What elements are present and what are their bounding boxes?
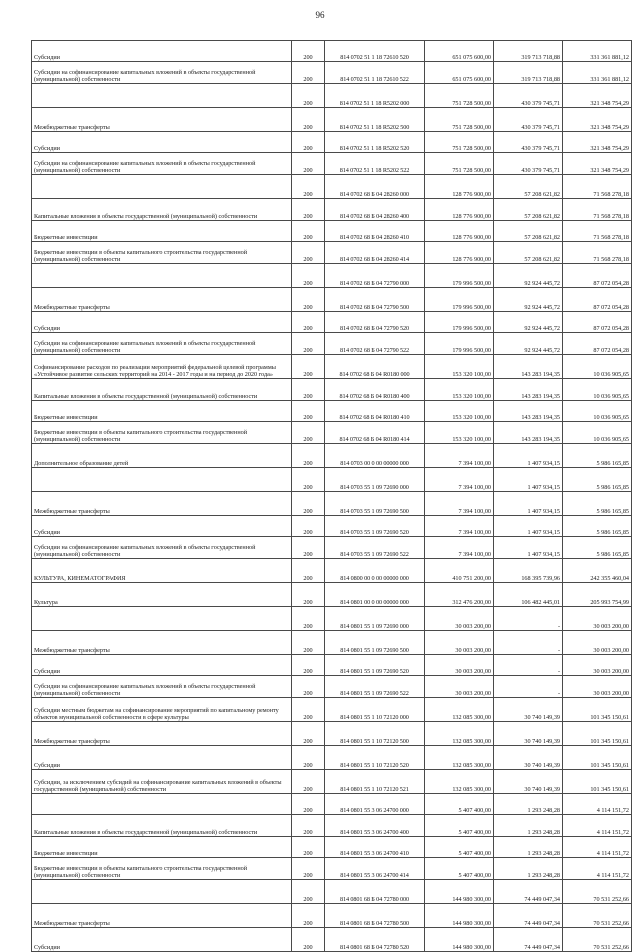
row-approved-amount-cell: 751 728 500,00 — [425, 132, 494, 153]
row-classification-code-cell: 814 0801 55 1 10 72120 500 — [325, 722, 425, 746]
row-classification-code-cell: 814 0702 68 Б 04 R0180 414 — [325, 422, 425, 444]
row-approved-amount-cell: 153 320 100,00 — [425, 355, 494, 379]
row-approved-amount-cell: 7 394 100,00 — [425, 468, 494, 492]
row-unexecuted-amount-cell: 331 361 881,12 — [563, 41, 632, 62]
table-row — [32, 221, 632, 242]
row-approved-amount-cell: 132 085 300,00 — [425, 770, 494, 794]
row-unexecuted-amount-cell: 5 986 165,85 — [563, 492, 632, 516]
row-name-cell: Субсидии на софинансирование капитальных вложений в объекты государственной (муниципальной) собственности — [32, 676, 292, 698]
row-classification-code-cell: 814 0801 55 3 06 24700 400 — [325, 815, 425, 837]
row-approved-amount-cell: 153 320 100,00 — [425, 401, 494, 422]
row-unexecuted-amount-cell: 71 568 278,18 — [563, 242, 632, 264]
row-code-cell: 200 — [292, 221, 325, 242]
row-executed-amount-cell: 143 283 194,35 — [494, 379, 563, 401]
row-approved-amount-cell: 30 003 200,00 — [425, 676, 494, 698]
row-unexecuted-amount-cell: 87 072 054,28 — [563, 264, 632, 288]
table-row — [32, 858, 632, 880]
row-code-cell: 200 — [292, 84, 325, 108]
row-unexecuted-amount-cell: 30 003 200,00 — [563, 676, 632, 698]
row-approved-amount-cell: 128 776 900,00 — [425, 199, 494, 221]
row-classification-code-cell: 814 0702 68 Б 04 72790 500 — [325, 288, 425, 312]
row-classification-code-cell: 814 0801 68 Б 04 72780 000 — [325, 880, 425, 904]
row-name-cell: Капитальные вложения в объекты государственной (муниципальной) собственности — [32, 815, 292, 837]
row-executed-amount-cell: 30 740 149,39 — [494, 770, 563, 794]
row-name-cell: Субсидии на софинансирование капитальных вложений в объекты государственной (муниципальной) собственности — [32, 537, 292, 559]
row-code-cell: 200 — [292, 132, 325, 153]
row-executed-amount-cell: - — [494, 607, 563, 631]
row-classification-code-cell: 814 0801 55 1 10 72120 520 — [325, 746, 425, 770]
row-executed-amount-cell: 143 283 194,35 — [494, 422, 563, 444]
row-classification-code-cell: 814 0702 68 Б 04 28260 410 — [325, 221, 425, 242]
row-unexecuted-amount-cell: 5 986 165,85 — [563, 468, 632, 492]
row-classification-code-cell: 814 0703 00 0 00 00000 000 — [325, 444, 425, 468]
row-code-cell: 200 — [292, 559, 325, 583]
table-row — [32, 770, 632, 794]
row-code-cell: 200 — [292, 444, 325, 468]
row-code-cell: 200 — [292, 153, 325, 175]
table-row — [32, 722, 632, 746]
table-row — [32, 264, 632, 288]
row-approved-amount-cell: 7 394 100,00 — [425, 444, 494, 468]
row-unexecuted-amount-cell: 70 531 252,66 — [563, 928, 632, 952]
row-unexecuted-amount-cell: 71 568 278,18 — [563, 221, 632, 242]
table-row — [32, 84, 632, 108]
row-code-cell: 200 — [292, 880, 325, 904]
row-executed-amount-cell: 319 713 718,88 — [494, 62, 563, 84]
row-name-cell: Межбюджетные трансферты — [32, 288, 292, 312]
row-name-cell — [32, 84, 292, 108]
table-row — [32, 422, 632, 444]
table-body — [32, 41, 632, 952]
row-unexecuted-amount-cell: 101 345 150,61 — [563, 770, 632, 794]
row-classification-code-cell: 814 0801 55 3 06 24700 414 — [325, 858, 425, 880]
row-classification-code-cell: 814 0801 55 1 10 72120 000 — [325, 698, 425, 722]
row-code-cell: 200 — [292, 199, 325, 221]
row-unexecuted-amount-cell: 4 114 151,72 — [563, 837, 632, 858]
row-executed-amount-cell: 430 379 745,71 — [494, 153, 563, 175]
row-executed-amount-cell: 106 482 445,01 — [494, 583, 563, 607]
row-classification-code-cell: 814 0703 55 1 09 72690 520 — [325, 516, 425, 537]
row-name-cell: Межбюджетные трансферты — [32, 492, 292, 516]
table-row — [32, 559, 632, 583]
row-approved-amount-cell: 144 980 300,00 — [425, 928, 494, 952]
row-name-cell: Бюджетные инвестиции — [32, 401, 292, 422]
row-code-cell: 200 — [292, 468, 325, 492]
table-row — [32, 537, 632, 559]
row-executed-amount-cell: 92 924 445,72 — [494, 333, 563, 355]
row-unexecuted-amount-cell: 87 072 054,28 — [563, 333, 632, 355]
row-classification-code-cell: 814 0702 51 1 18 R5202 522 — [325, 153, 425, 175]
row-name-cell: Дополнительное образование детей — [32, 444, 292, 468]
row-unexecuted-amount-cell: 71 568 278,18 — [563, 175, 632, 199]
row-name-cell: Капитальные вложения в объекты государственной (муниципальной) собственности — [32, 379, 292, 401]
table-row — [32, 815, 632, 837]
budget-table-container — [31, 40, 629, 952]
row-name-cell: Субсидии на софинансирование капитальных вложений в объекты государственной (муниципальной) собственности — [32, 153, 292, 175]
row-code-cell: 200 — [292, 264, 325, 288]
row-code-cell: 200 — [292, 722, 325, 746]
row-executed-amount-cell: 1 407 934,15 — [494, 468, 563, 492]
row-code-cell: 200 — [292, 676, 325, 698]
row-approved-amount-cell: 7 394 100,00 — [425, 516, 494, 537]
row-classification-code-cell: 814 0702 68 Б 04 72790 520 — [325, 312, 425, 333]
row-name-cell: Субсидии — [32, 655, 292, 676]
row-executed-amount-cell: 1 407 934,15 — [494, 516, 563, 537]
table-row — [32, 492, 632, 516]
row-classification-code-cell: 814 0801 55 3 06 24700 410 — [325, 837, 425, 858]
row-approved-amount-cell: 7 394 100,00 — [425, 537, 494, 559]
row-code-cell: 200 — [292, 607, 325, 631]
row-executed-amount-cell: 74 449 047,34 — [494, 880, 563, 904]
budget-execution-table — [31, 40, 632, 952]
table-row — [32, 199, 632, 221]
row-approved-amount-cell: 128 776 900,00 — [425, 175, 494, 199]
row-executed-amount-cell: 1 293 248,28 — [494, 815, 563, 837]
row-name-cell: Бюджетные инвестиции в объекты капитального строительства государственной (муниципальной) собственности — [32, 422, 292, 444]
row-code-cell: 200 — [292, 794, 325, 815]
row-approved-amount-cell: 651 075 600,00 — [425, 41, 494, 62]
row-classification-code-cell: 814 0801 55 1 09 72690 520 — [325, 655, 425, 676]
table-row — [32, 880, 632, 904]
table-row — [32, 631, 632, 655]
row-executed-amount-cell: 92 924 445,72 — [494, 312, 563, 333]
row-classification-code-cell: 814 0801 00 0 00 00000 000 — [325, 583, 425, 607]
row-executed-amount-cell: 30 740 149,39 — [494, 698, 563, 722]
row-executed-amount-cell: 143 283 194,35 — [494, 355, 563, 379]
row-unexecuted-amount-cell: 30 003 200,00 — [563, 631, 632, 655]
row-executed-amount-cell: 1 293 248,28 — [494, 794, 563, 815]
row-name-cell: Субсидии — [32, 928, 292, 952]
row-unexecuted-amount-cell: 321 348 754,29 — [563, 132, 632, 153]
row-name-cell: Межбюджетные трансферты — [32, 108, 292, 132]
row-classification-code-cell: 814 0801 68 Б 04 72780 520 — [325, 928, 425, 952]
row-unexecuted-amount-cell: 10 036 905,65 — [563, 401, 632, 422]
table-row — [32, 288, 632, 312]
row-classification-code-cell: 814 0702 68 Б 04 R0180 400 — [325, 379, 425, 401]
table-row — [32, 401, 632, 422]
row-approved-amount-cell: 132 085 300,00 — [425, 746, 494, 770]
row-classification-code-cell: 814 0702 68 Б 04 R0180 410 — [325, 401, 425, 422]
row-executed-amount-cell: 430 379 745,71 — [494, 108, 563, 132]
row-approved-amount-cell: 5 407 400,00 — [425, 837, 494, 858]
row-unexecuted-amount-cell: 205 993 754,99 — [563, 583, 632, 607]
row-executed-amount-cell: 74 449 047,34 — [494, 904, 563, 928]
row-code-cell: 200 — [292, 242, 325, 264]
row-approved-amount-cell: 30 003 200,00 — [425, 631, 494, 655]
table-row — [32, 444, 632, 468]
row-approved-amount-cell: 751 728 500,00 — [425, 153, 494, 175]
row-approved-amount-cell: 751 728 500,00 — [425, 84, 494, 108]
row-approved-amount-cell: 153 320 100,00 — [425, 379, 494, 401]
row-unexecuted-amount-cell: 10 036 905,65 — [563, 355, 632, 379]
row-code-cell: 200 — [292, 41, 325, 62]
row-name-cell: Межбюджетные трансферты — [32, 722, 292, 746]
row-classification-code-cell: 814 0702 68 Б 04 28260 400 — [325, 199, 425, 221]
table-row — [32, 312, 632, 333]
row-approved-amount-cell: 651 075 600,00 — [425, 62, 494, 84]
row-approved-amount-cell: 30 003 200,00 — [425, 607, 494, 631]
row-name-cell: Субсидии, за исключением субсидий на софинансирование капитальных вложений в объекты государственной (муниципальной) собственности — [32, 770, 292, 794]
row-executed-amount-cell: 430 379 745,71 — [494, 84, 563, 108]
row-executed-amount-cell: 168 395 739,96 — [494, 559, 563, 583]
row-unexecuted-amount-cell: 87 072 054,28 — [563, 288, 632, 312]
row-approved-amount-cell: 7 394 100,00 — [425, 492, 494, 516]
row-approved-amount-cell: 30 003 200,00 — [425, 655, 494, 676]
row-code-cell: 200 — [292, 312, 325, 333]
row-unexecuted-amount-cell: 4 114 151,72 — [563, 794, 632, 815]
row-approved-amount-cell: 312 476 200,00 — [425, 583, 494, 607]
row-unexecuted-amount-cell: 87 072 054,28 — [563, 312, 632, 333]
row-unexecuted-amount-cell: 5 986 165,85 — [563, 537, 632, 559]
row-executed-amount-cell: 30 740 149,39 — [494, 746, 563, 770]
row-code-cell: 200 — [292, 928, 325, 952]
row-classification-code-cell: 814 0703 55 1 09 72690 522 — [325, 537, 425, 559]
row-classification-code-cell: 814 0703 55 1 09 72690 500 — [325, 492, 425, 516]
row-approved-amount-cell: 410 751 200,00 — [425, 559, 494, 583]
row-unexecuted-amount-cell: 70 531 252,66 — [563, 880, 632, 904]
row-executed-amount-cell: - — [494, 676, 563, 698]
row-executed-amount-cell: 430 379 745,71 — [494, 132, 563, 153]
row-name-cell — [32, 794, 292, 815]
row-unexecuted-amount-cell: 71 568 278,18 — [563, 199, 632, 221]
row-approved-amount-cell: 128 776 900,00 — [425, 242, 494, 264]
row-approved-amount-cell: 5 407 400,00 — [425, 815, 494, 837]
row-executed-amount-cell: 74 449 047,34 — [494, 928, 563, 952]
row-name-cell: Капитальные вложения в объекты государственной (муниципальной) собственности — [32, 199, 292, 221]
row-executed-amount-cell: 1 293 248,28 — [494, 837, 563, 858]
row-name-cell — [32, 264, 292, 288]
table-row — [32, 468, 632, 492]
row-unexecuted-amount-cell: 5 986 165,85 — [563, 444, 632, 468]
table-row — [32, 132, 632, 153]
row-approved-amount-cell: 5 407 400,00 — [425, 794, 494, 815]
row-classification-code-cell: 814 0702 68 Б 04 72790 000 — [325, 264, 425, 288]
row-code-cell: 200 — [292, 175, 325, 199]
row-classification-code-cell: 814 0702 51 1 18 R5202 000 — [325, 84, 425, 108]
page-number: 96 — [315, 10, 325, 20]
row-classification-code-cell: 814 0800 00 0 00 00000 000 — [325, 559, 425, 583]
row-name-cell: Бюджетные инвестиции в объекты капитального строительства государственной (муниципальной) собственности — [32, 858, 292, 880]
row-code-cell: 200 — [292, 904, 325, 928]
row-name-cell: КУЛЬТУРА, КИНЕМАТОГРАФИЯ — [32, 559, 292, 583]
row-classification-code-cell: 814 0702 51 1 18 72610 520 — [325, 41, 425, 62]
row-unexecuted-amount-cell: 30 003 200,00 — [563, 607, 632, 631]
row-unexecuted-amount-cell: 321 348 754,29 — [563, 84, 632, 108]
row-unexecuted-amount-cell: 321 348 754,29 — [563, 153, 632, 175]
row-unexecuted-amount-cell: 5 986 165,85 — [563, 516, 632, 537]
row-approved-amount-cell: 179 996 500,00 — [425, 288, 494, 312]
row-unexecuted-amount-cell: 101 345 150,61 — [563, 698, 632, 722]
table-row — [32, 108, 632, 132]
row-code-cell: 200 — [292, 583, 325, 607]
table-row — [32, 379, 632, 401]
table-row — [32, 655, 632, 676]
row-unexecuted-amount-cell: 4 114 151,72 — [563, 815, 632, 837]
row-executed-amount-cell: 143 283 194,35 — [494, 401, 563, 422]
table-row — [32, 928, 632, 952]
table-row — [32, 516, 632, 537]
row-classification-code-cell: 814 0801 55 3 06 24700 000 — [325, 794, 425, 815]
row-unexecuted-amount-cell: 101 345 150,61 — [563, 722, 632, 746]
row-code-cell: 200 — [292, 815, 325, 837]
row-approved-amount-cell: 128 776 900,00 — [425, 221, 494, 242]
row-code-cell: 200 — [292, 401, 325, 422]
row-unexecuted-amount-cell: 30 003 200,00 — [563, 655, 632, 676]
table-row — [32, 333, 632, 355]
row-executed-amount-cell: 57 208 621,82 — [494, 175, 563, 199]
row-code-cell: 200 — [292, 62, 325, 84]
table-row — [32, 607, 632, 631]
row-classification-code-cell: 814 0702 68 Б 04 72790 522 — [325, 333, 425, 355]
row-name-cell: Софинансирование расходов по реализации мероприятий федеральной целевой программы «Устойчивое развитие сельских территорий на 2014 - 2017 годы и на период до 2020 года» — [32, 355, 292, 379]
row-unexecuted-amount-cell: 101 345 150,61 — [563, 746, 632, 770]
row-executed-amount-cell: 30 740 149,39 — [494, 722, 563, 746]
row-code-cell: 200 — [292, 516, 325, 537]
row-name-cell: Бюджетные инвестиции в объекты капитального строительства государственной (муниципальной) собственности — [32, 242, 292, 264]
row-executed-amount-cell: 1 407 934,15 — [494, 537, 563, 559]
table-row — [32, 794, 632, 815]
row-unexecuted-amount-cell: 4 114 151,72 — [563, 858, 632, 880]
row-name-cell: Субсидии местным бюджетам на софинансирование мероприятий по капитальному ремонту объектов муниципальной собственности в сфере культуры — [32, 698, 292, 722]
table-row — [32, 175, 632, 199]
row-approved-amount-cell: 179 996 500,00 — [425, 312, 494, 333]
row-code-cell: 200 — [292, 422, 325, 444]
table-row — [32, 837, 632, 858]
row-approved-amount-cell: 179 996 500,00 — [425, 264, 494, 288]
row-code-cell: 200 — [292, 108, 325, 132]
row-code-cell: 200 — [292, 698, 325, 722]
row-classification-code-cell: 814 0702 51 1 18 R5202 520 — [325, 132, 425, 153]
row-name-cell: Субсидии на софинансирование капитальных вложений в объекты государственной (муниципальной) собственности — [32, 62, 292, 84]
row-approved-amount-cell: 144 980 300,00 — [425, 904, 494, 928]
row-code-cell: 200 — [292, 537, 325, 559]
row-classification-code-cell: 814 0801 68 Б 04 72780 500 — [325, 904, 425, 928]
row-approved-amount-cell: 751 728 500,00 — [425, 108, 494, 132]
table-row — [32, 904, 632, 928]
row-executed-amount-cell: 1 293 248,28 — [494, 858, 563, 880]
row-executed-amount-cell: 319 713 718,88 — [494, 41, 563, 62]
table-row — [32, 62, 632, 84]
row-executed-amount-cell: 92 924 445,72 — [494, 264, 563, 288]
row-unexecuted-amount-cell: 331 361 881,12 — [563, 62, 632, 84]
row-unexecuted-amount-cell: 242 355 460,04 — [563, 559, 632, 583]
row-name-cell: Субсидии — [32, 132, 292, 153]
row-approved-amount-cell: 132 085 300,00 — [425, 722, 494, 746]
row-approved-amount-cell: 153 320 100,00 — [425, 422, 494, 444]
row-executed-amount-cell: - — [494, 631, 563, 655]
row-executed-amount-cell: 57 208 621,82 — [494, 199, 563, 221]
row-executed-amount-cell: 57 208 621,82 — [494, 221, 563, 242]
row-unexecuted-amount-cell: 10 036 905,65 — [563, 379, 632, 401]
row-classification-code-cell: 814 0702 68 Б 04 28260 414 — [325, 242, 425, 264]
row-classification-code-cell: 814 0801 55 1 09 72690 500 — [325, 631, 425, 655]
row-classification-code-cell: 814 0801 55 1 09 72690 522 — [325, 676, 425, 698]
row-name-cell: Субсидии — [32, 516, 292, 537]
row-code-cell: 200 — [292, 746, 325, 770]
row-code-cell: 200 — [292, 355, 325, 379]
row-executed-amount-cell: 92 924 445,72 — [494, 288, 563, 312]
row-code-cell: 200 — [292, 288, 325, 312]
row-name-cell: Межбюджетные трансферты — [32, 631, 292, 655]
table-row — [32, 676, 632, 698]
row-unexecuted-amount-cell: 70 531 252,66 — [563, 904, 632, 928]
row-classification-code-cell: 814 0703 55 1 09 72690 000 — [325, 468, 425, 492]
row-name-cell: Культура — [32, 583, 292, 607]
row-name-cell: Межбюджетные трансферты — [32, 904, 292, 928]
table-row — [32, 698, 632, 722]
row-approved-amount-cell: 5 407 400,00 — [425, 858, 494, 880]
table-row — [32, 153, 632, 175]
row-name-cell — [32, 880, 292, 904]
row-code-cell: 200 — [292, 858, 325, 880]
row-code-cell: 200 — [292, 379, 325, 401]
row-executed-amount-cell: - — [494, 655, 563, 676]
table-row — [32, 242, 632, 264]
row-code-cell: 200 — [292, 655, 325, 676]
row-classification-code-cell: 814 0801 55 1 10 72120 521 — [325, 770, 425, 794]
row-code-cell: 200 — [292, 837, 325, 858]
row-executed-amount-cell: 57 208 621,82 — [494, 242, 563, 264]
row-code-cell: 200 — [292, 333, 325, 355]
row-executed-amount-cell: 1 407 934,15 — [494, 444, 563, 468]
row-executed-amount-cell: 1 407 934,15 — [494, 492, 563, 516]
row-unexecuted-amount-cell: 10 036 905,65 — [563, 422, 632, 444]
row-approved-amount-cell: 132 085 300,00 — [425, 698, 494, 722]
row-approved-amount-cell: 179 996 500,00 — [425, 333, 494, 355]
table-row — [32, 583, 632, 607]
table-row — [32, 746, 632, 770]
row-classification-code-cell: 814 0702 51 1 18 R5202 500 — [325, 108, 425, 132]
row-name-cell: Субсидии — [32, 746, 292, 770]
row-name-cell: Субсидии — [32, 312, 292, 333]
row-classification-code-cell: 814 0702 68 Б 04 R0180 000 — [325, 355, 425, 379]
row-unexecuted-amount-cell: 321 348 754,29 — [563, 108, 632, 132]
row-name-cell — [32, 175, 292, 199]
row-name-cell — [32, 468, 292, 492]
row-name-cell: Бюджетные инвестиции — [32, 221, 292, 242]
table-row — [32, 41, 632, 62]
row-classification-code-cell: 814 0801 55 1 09 72690 000 — [325, 607, 425, 631]
row-approved-amount-cell: 144 980 300,00 — [425, 880, 494, 904]
table-row — [32, 355, 632, 379]
row-code-cell: 200 — [292, 631, 325, 655]
row-name-cell — [32, 607, 292, 631]
row-classification-code-cell: 814 0702 68 Б 04 28260 000 — [325, 175, 425, 199]
row-name-cell: Субсидии — [32, 41, 292, 62]
row-name-cell: Бюджетные инвестиции — [32, 837, 292, 858]
row-code-cell: 200 — [292, 492, 325, 516]
row-classification-code-cell: 814 0702 51 1 18 72610 522 — [325, 62, 425, 84]
row-code-cell: 200 — [292, 770, 325, 794]
row-name-cell: Субсидии на софинансирование капитальных вложений в объекты государственной (муниципальной) собственности — [32, 333, 292, 355]
